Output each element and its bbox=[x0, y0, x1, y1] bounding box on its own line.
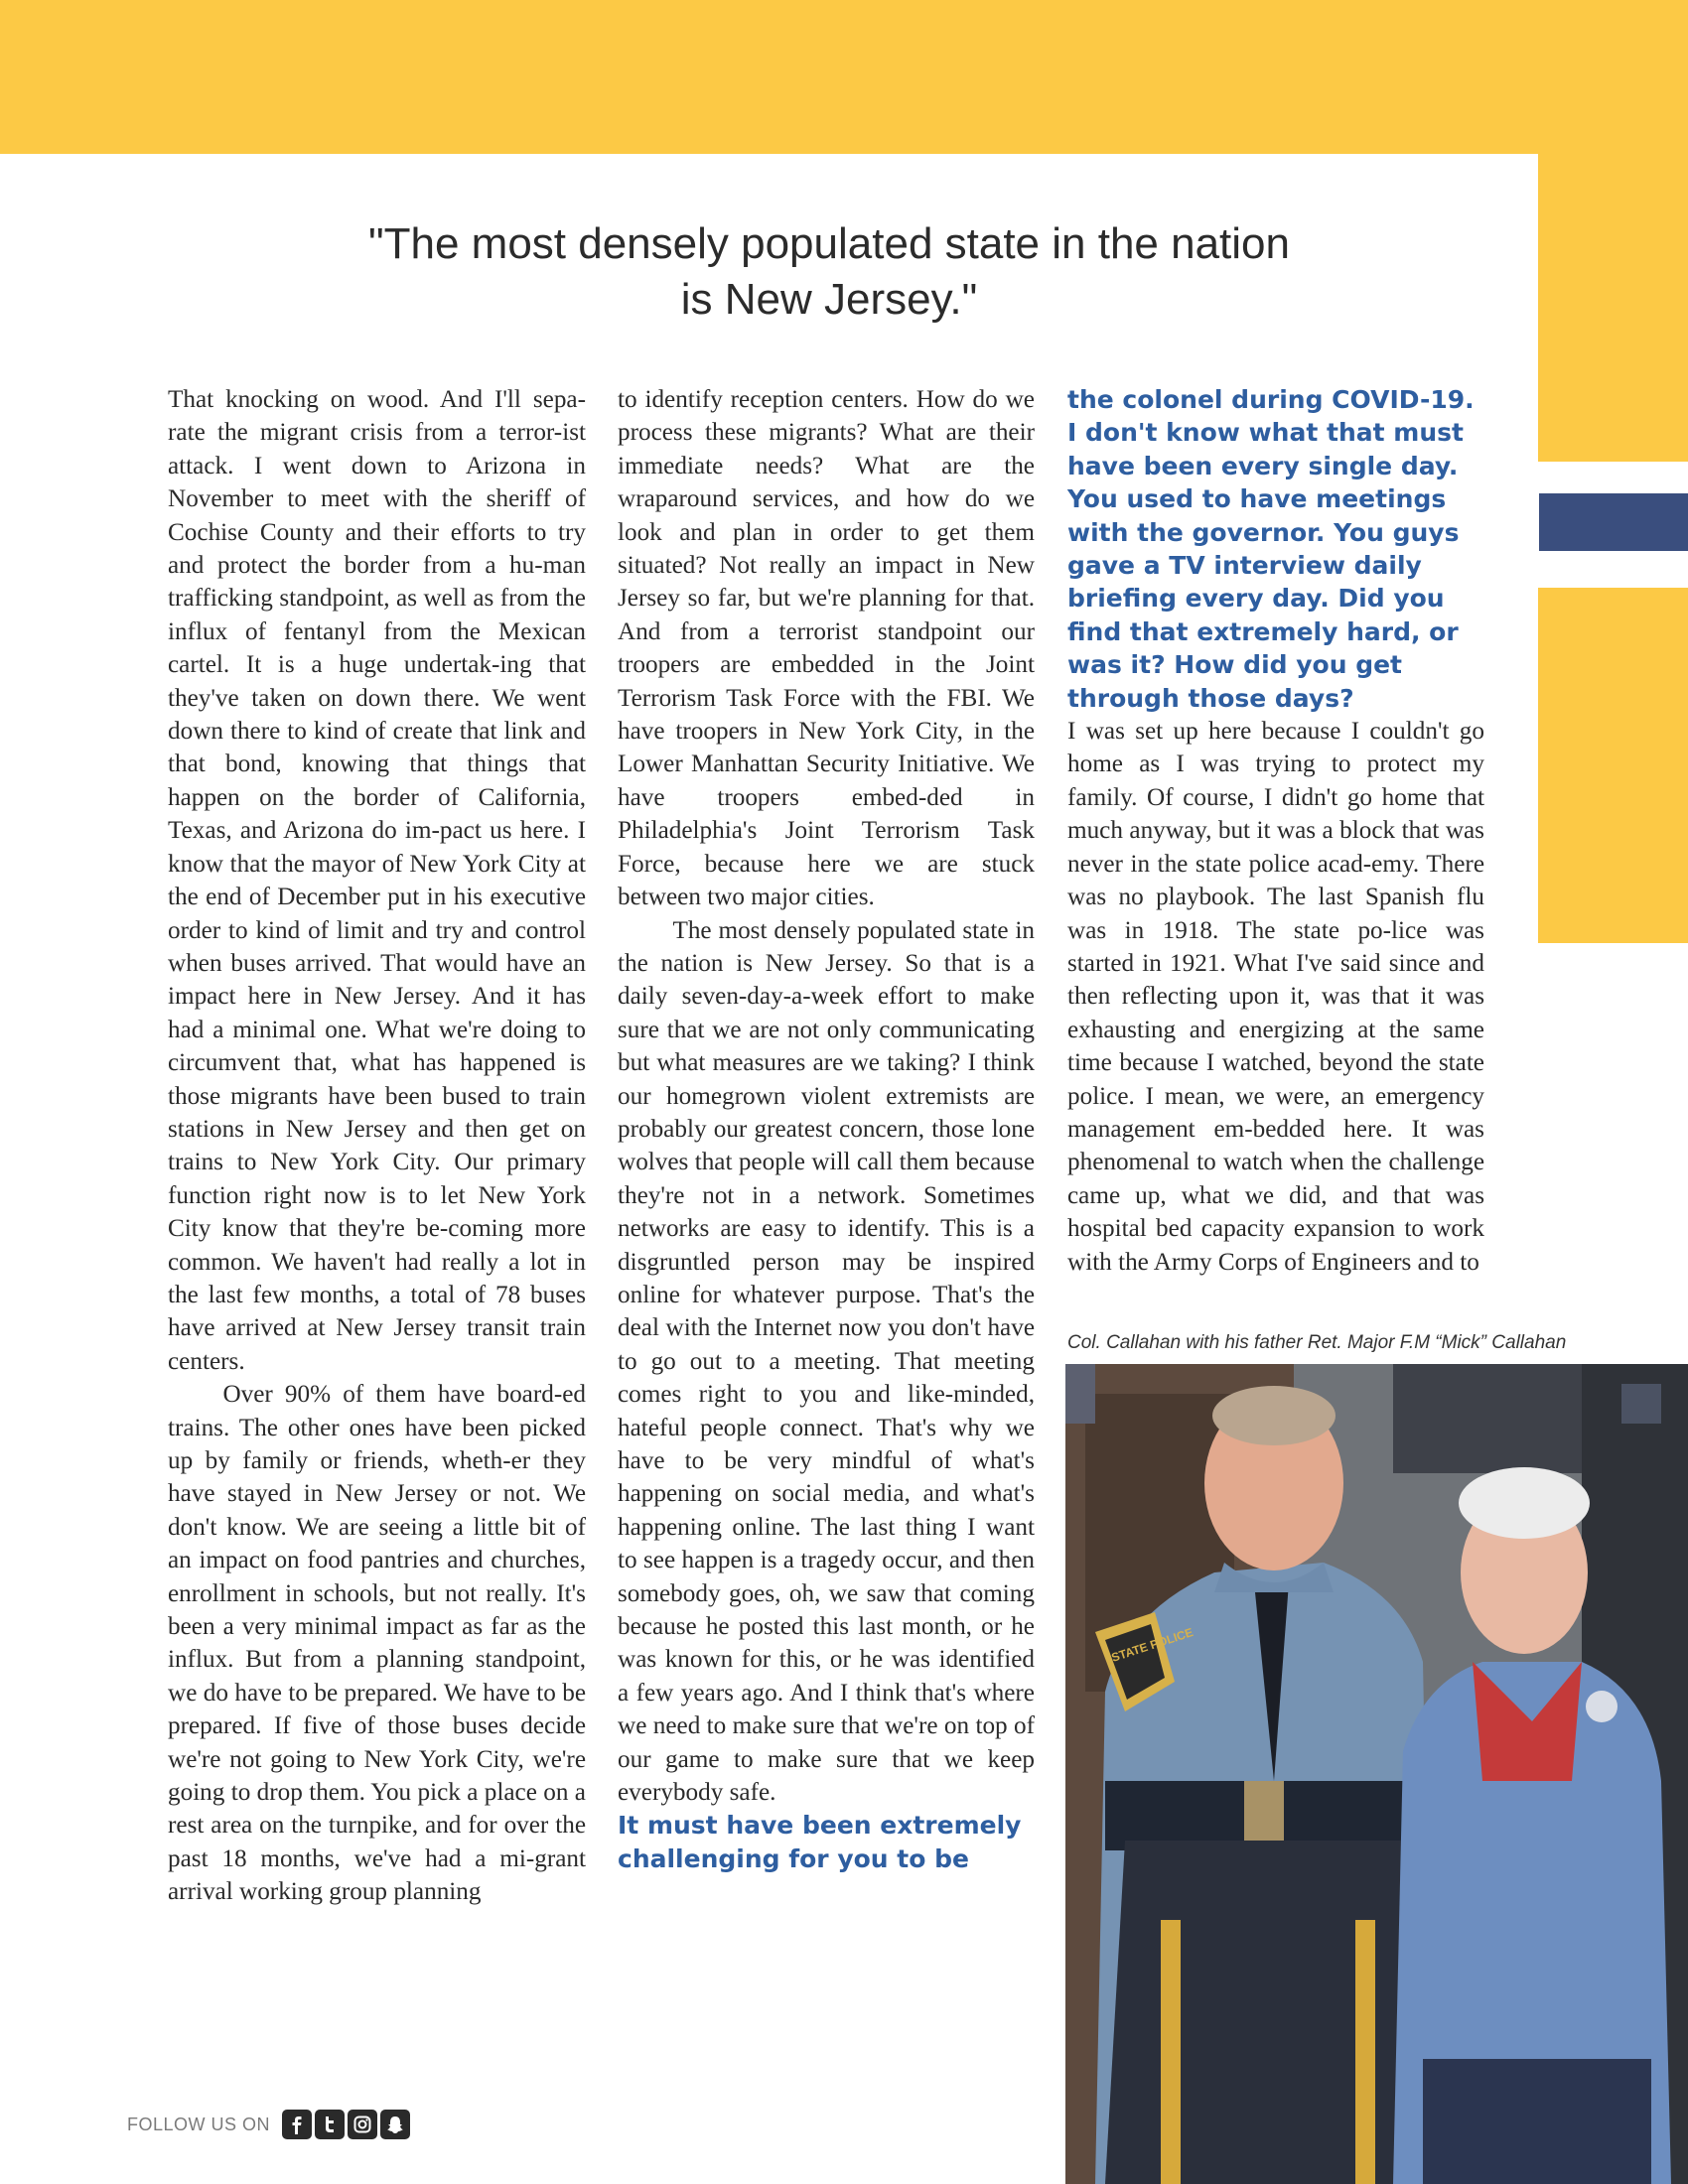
follow-us-label: FOLLOW US ON bbox=[127, 2114, 271, 2134]
right-yellow-strip-lower bbox=[1538, 588, 1688, 943]
article-column-2 bbox=[618, 383, 1035, 1875]
paragraph: The most densely populated state in the nation is New Jersey. So that is a daily seven-day-a-week effort to make sure that we are not only communicating but what measures are we taking? I think our homegrown violent extremists are probably our greatest concern, those lone wolves that people will call them because they're not in a network. Sometimes networks are easy to identify. This is a disgruntled person may be inspired online for whatever purpose. That's the deal with the Internet now you don't have to go out to a meeting. That meeting comes right to you and like-minded, hateful people connect. That's why we have to be very mindful of what's happening on social media, and what's happening online. The last thing I want to see happen is a tragedy occur, and then somebody goes, oh, we saw that coming because he posted this last month, or he was known for this, or he was identified a few years ago. And I think that's where we need to make sure that we're on top of our game to make sure that we keep everybody safe. bbox=[618, 916, 1035, 1807]
social-icons bbox=[282, 2110, 410, 2139]
pull-quote-line-1: "The most densely populated state in the nation bbox=[368, 219, 1290, 268]
article-column-3 bbox=[1067, 383, 1484, 1279]
paragraph: Over 90% of them have board-ed trains. The other ones have been picked up by family or friends, wheth-er they have stayed in New Jersey or not. We don't know. We are seeing a little bit of an impact on food pantries and churches, enrollment in schools, but not really. It's been a very minimal impact as far as the influx. But from a planning standpoint, we do have to be prepared. We have to be prepared. If five of those buses decide we're not going to New York City, we're going to drop them. You pick a place on a rest area on the turnpike, and for over the past 18 months, we've had a mi-grant arrival working group planning bbox=[168, 1381, 586, 1906]
right-yellow-strip-upper bbox=[1538, 154, 1688, 462]
facebook-icon[interactable] bbox=[282, 2110, 312, 2139]
interview-question: It must have been extremely challenging for you to be bbox=[618, 1811, 1022, 1873]
footer-social bbox=[127, 2107, 410, 2142]
photo-caption: Col. Callahan with his father Ret. Major F.M “Mick” Callahan bbox=[1067, 1332, 1567, 1353]
top-yellow-band bbox=[0, 0, 1688, 154]
badge-text: STATE POLICE bbox=[1109, 1625, 1196, 1665]
paragraph: I was set up here because I couldn't go home as I was trying to protect my family. Of course, I didn't go home that much anyway, but it was a block that was never in the state police acad-emy. There was no playbook. The last Spanish flu was in 1918. The state po-lice was started in 1921. What I've said since and then reflecting upon it, was that it was exhausting and energizing at the same time because I watched, beyond the state police. I mean, we were, an emergency management em-bedded here. It was phenomenal to watch when the challenge came up, what we did, and that was hospital bed capacity expansion to work with the Army Corps of Engineers and to bbox=[1067, 718, 1484, 1276]
paragraph: to identify reception centers. How do we process these migrants? What are their immediate needs? What are the wraparound services, and how do we look and plan in order to get them situated? Not really an impact in New Jersey so far, but we're planning for that. And from a terrorist standpoint our troopers are embedded in the Joint Terrorism Task Force with the FBI. We have troopers in New York City, in the Lower Manhattan Security Initiative. We have troopers embed-ded in Philadelphia's Joint Terrorism Task Force, because here we are stuck between two major cities. bbox=[618, 386, 1035, 911]
article-column-1 bbox=[168, 383, 586, 1909]
photo-colonel-and-father bbox=[1065, 1364, 1688, 2184]
interview-question: the colonel during COVID-19. I don't know what that must have been every single day. You used to have meetings with the governor. You guys gave a TV interview daily briefing every day. Did you find that extremely hard, or was it? How did you get through those days? bbox=[1067, 385, 1475, 713]
right-navy-tab bbox=[1539, 493, 1688, 551]
pull-quote bbox=[298, 216, 1360, 328]
instagram-icon[interactable] bbox=[348, 2110, 377, 2139]
snapchat-icon[interactable] bbox=[380, 2110, 410, 2139]
photo-illustration bbox=[1065, 1364, 1688, 2184]
paragraph: That knocking on wood. And I'll sepa-rate the migrant crisis from a terror-ist attack. I went down to Arizona in November to meet with the sheriff of Cochise County and their efforts to try and protect the border from a hu-man trafficking standpoint, as well as from the influx of fentanyl from the Mexican cartel. It is a huge undertak-ing that they've taken on down there. We went down there to kind of create that link and that bond, knowing that things that happen on the border of California, Texas, and Arizona do im-pact us here. I know that the mayor of New York City at the end of December put in his executive order to kind of limit and try and control when buses arrived. That would have an impact here in New Jersey. And it has had a minimal one. What we're doing to circumvent that, what has happened is those migrants have been bused to train stations in New Jersey and then get on trains to New York City. Our primary function right now is to let New York City know that they're be-coming more common. We haven't had really a lot in the last few months, a total of 78 buses have arrived at New Jersey transit train centers. bbox=[168, 386, 586, 1375]
twitter-icon[interactable] bbox=[315, 2110, 345, 2139]
pull-quote-line-2: is New Jersey." bbox=[680, 275, 978, 324]
